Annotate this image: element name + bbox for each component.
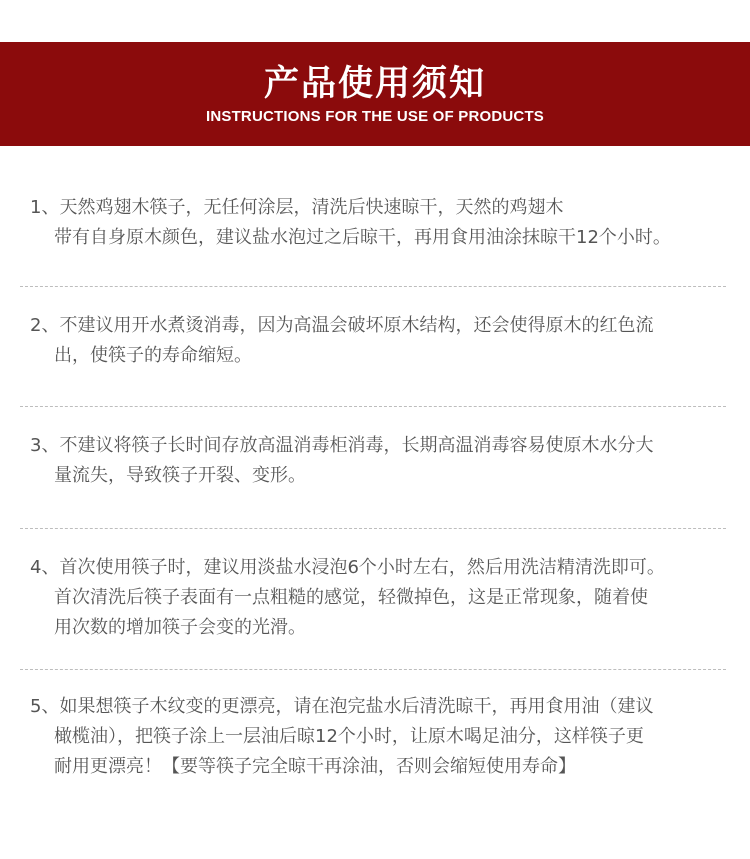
instruction-line: 出，使筷子的寿命缩短。 xyxy=(54,345,252,366)
dashed-divider xyxy=(20,528,726,529)
instruction-item-2 xyxy=(30,311,745,371)
instruction-line: 4、首次使用筷子时，建议用淡盐水浸泡6个小时左右，然后用洗洁精清洗即可。 xyxy=(30,557,665,578)
instruction-line: 5、如果想筷子木纹变的更漂亮，请在泡完盐水后清洗晾干，再用食用油（建议 xyxy=(30,696,654,717)
dashed-divider xyxy=(20,286,726,287)
instruction-line: 1、天然鸡翅木筷子，无任何涂层，清洗后快速晾干，天然的鸡翅木 xyxy=(30,197,564,218)
instruction-line: 耐用更漂亮！【要等筷子完全晾干再涂油，否则会缩短使用寿命】 xyxy=(54,756,576,777)
instruction-line: 量流失，导致筷子开裂、变形。 xyxy=(54,465,306,486)
instruction-line: 用次数的增加筷子会变的光滑。 xyxy=(54,617,306,638)
header-banner xyxy=(0,42,750,146)
page-title: 产品使用须知 xyxy=(263,64,486,104)
instruction-line: 3、不建议将筷子长时间存放高温消毒柜消毒，长期高温消毒容易使原木水分大 xyxy=(30,435,654,456)
instruction-item-5 xyxy=(30,692,745,782)
instruction-line: 2、不建议用开水煮烫消毒，因为高温会破坏原木结构，还会使得原木的红色流 xyxy=(30,315,654,336)
dashed-divider xyxy=(20,669,726,670)
dashed-divider xyxy=(20,406,726,407)
instruction-item-4 xyxy=(30,553,745,643)
instruction-item-3 xyxy=(30,431,745,491)
page-subtitle: INSTRUCTIONS FOR THE USE OF PRODUCTS xyxy=(205,108,545,125)
instruction-line: 带有自身原木颜色，建议盐水泡过之后晾干，再用食用油涂抹晾干12个小时。 xyxy=(54,227,671,248)
instruction-line: 橄榄油），把筷子涂上一层油后晾12个小时，让原木喝足油分，这样筷子更 xyxy=(54,726,644,747)
instruction-line: 首次清洗后筷子表面有一点粗糙的感觉，轻微掉色，这是正常现象，随着使 xyxy=(54,587,648,608)
instruction-item-1 xyxy=(30,193,745,253)
